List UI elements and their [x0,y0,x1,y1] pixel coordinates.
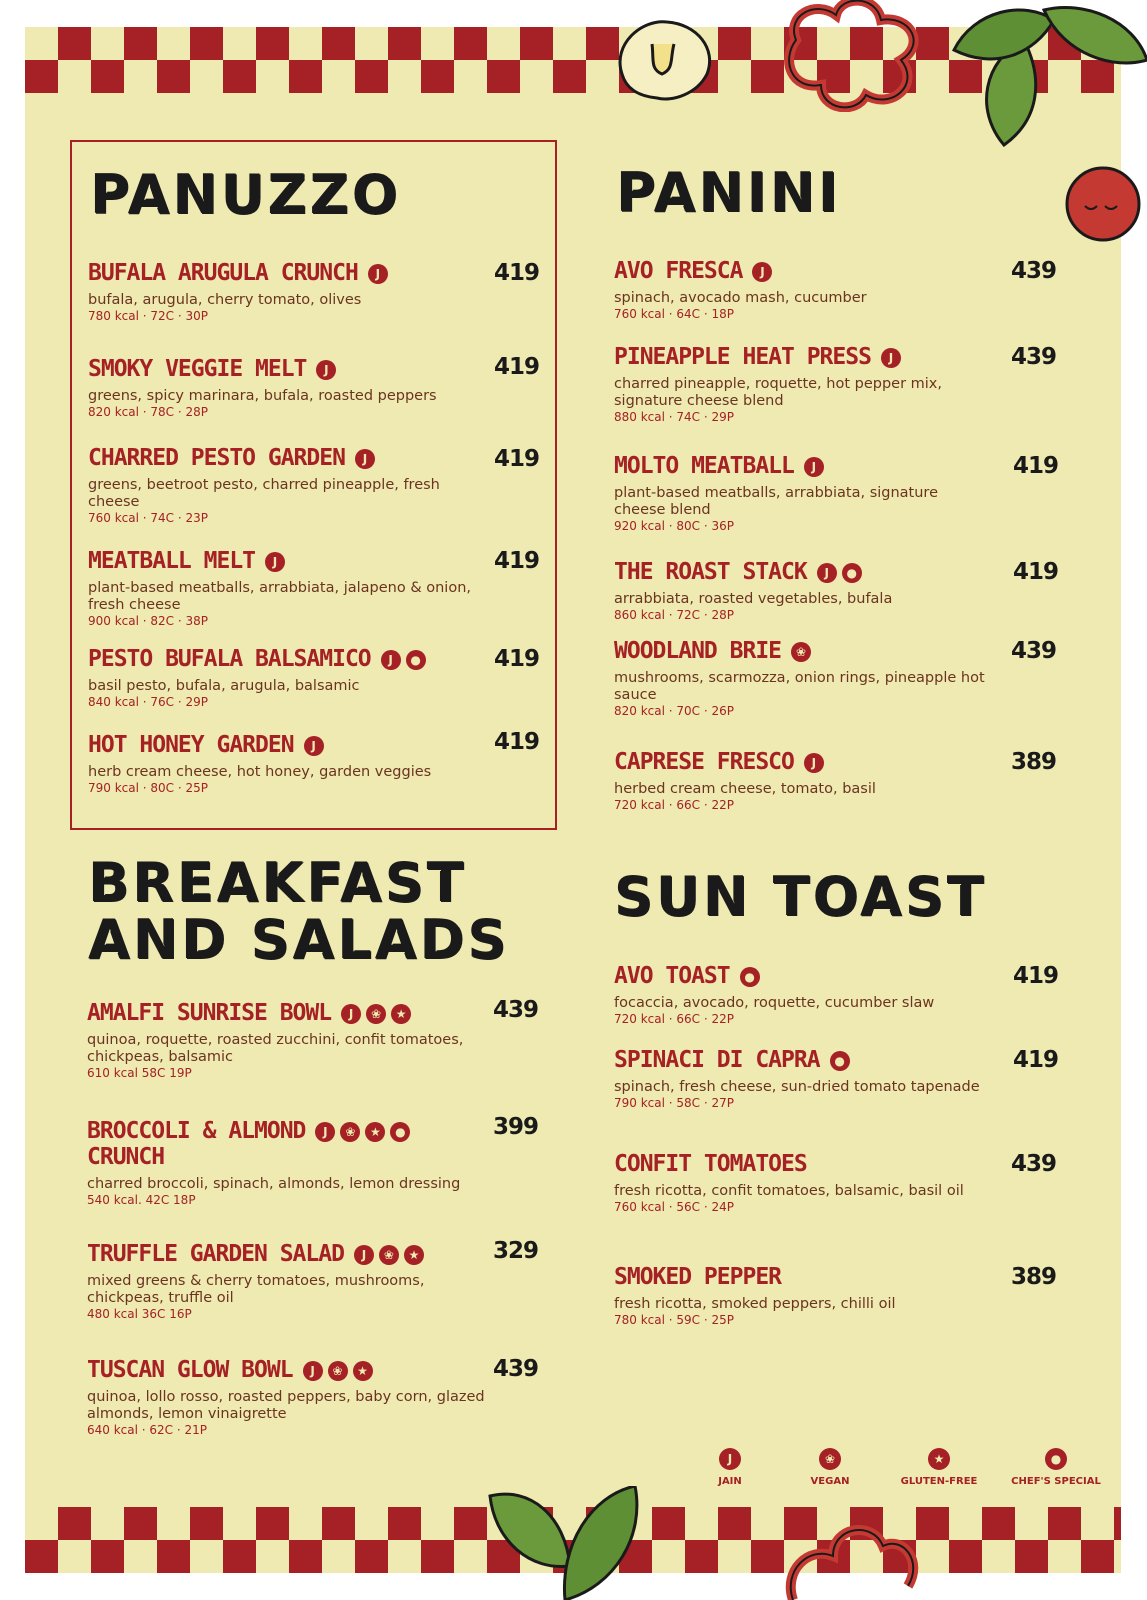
legend-jain [706,1448,754,1487]
menu-item [614,1151,994,1214]
jain-icon: J [355,449,375,469]
item-price: 439 [1011,638,1057,664]
item-price: 419 [1013,559,1059,585]
item-nutrition: 540 kcal. 42C 18P [87,1193,196,1207]
item-price: 439 [1011,258,1057,284]
item-name: MEATBALL MELT [88,548,256,574]
item-nutrition: 780 kcal · 59C · 25P [614,1313,734,1327]
jain-icon: J [817,563,837,583]
item-price: 389 [1011,749,1057,775]
item-name: CAPRESE FRESCO [614,749,794,775]
item-nutrition: 760 kcal · 74C · 23P [88,511,208,525]
menu-item [614,258,994,321]
pepper-ring-illustration [776,0,936,112]
jain-icon: J [303,1361,323,1381]
menu-item [88,732,478,795]
menu-item [614,1047,994,1110]
menu-item [88,548,478,628]
item-description: quinoa, roquette, roasted zucchini, confit tomatoes, chickpeas, balsamic [87,1032,464,1065]
item-description: focaccia, avocado, roquette, cucumber slaw [614,995,935,1011]
vegan-icon: ❀ [379,1245,399,1265]
tomato-illustration [1063,166,1147,242]
item-price: 419 [494,446,540,472]
mushroom-illustration [612,14,718,104]
menu-item [614,749,994,812]
vegan-icon: ❀ [819,1448,841,1470]
item-nutrition: 820 kcal · 70C · 26P [614,704,734,718]
item-description: spinach, fresh cheese, sun-dried tomato tapenade [614,1079,980,1095]
menu-item [87,1118,487,1207]
item-price: 389 [1011,1264,1057,1290]
vegan-icon: ❀ [340,1122,360,1142]
jain-icon: J [881,348,901,368]
item-nutrition: 640 kcal · 62C · 21P [87,1423,207,1437]
menu-item [88,646,478,709]
item-description: arrabbiata, roasted vegetables, bufala [614,591,893,607]
chefs-special-icon: ● [740,967,760,987]
item-description: fresh ricotta, confit tomatoes, balsamic, basil oil [614,1183,964,1199]
item-nutrition: 920 kcal · 80C · 36P [614,519,734,533]
chefs-special-icon: ● [1045,1448,1067,1470]
menu-item [88,356,478,419]
jain-icon: J [381,650,401,670]
item-nutrition: 610 kcal 58C 19P [87,1066,192,1080]
item-name: BROCCOLI & ALMOND [87,1118,306,1144]
menu-item [88,260,478,323]
item-name: MOLTO MEATBALL [614,453,794,479]
item-name: TUSCAN GLOW BOWL [87,1357,293,1383]
gluten-free-icon: ★ [928,1448,950,1470]
gluten-free-icon: ★ [365,1122,385,1142]
item-description: charred pineapple, roquette, hot pepper mix, signature cheese blend [614,376,942,409]
gluten-free-icon: ★ [391,1004,411,1024]
pepper-ring-illustration-bottom [778,1516,923,1600]
item-name: PESTO BUFALA BALSAMICO [88,646,371,672]
item-description: plant-based meatballs, arrabbiata, jalapeno & onion, fresh cheese [88,580,471,613]
item-description: mushrooms, scarmozza, onion rings, pineapple hot sauce [614,670,985,703]
item-description: greens, spicy marinara, bufala, roasted peppers [88,388,437,404]
item-price: 419 [494,260,540,286]
item-price: 439 [493,1356,539,1382]
item-price: 419 [494,729,540,755]
item-name-line2: CRUNCH [87,1144,165,1170]
item-price: 419 [494,646,540,672]
jain-icon: J [341,1004,361,1024]
item-description: mixed greens & cherry tomatoes, mushrooms, chickpeas, truffle oil [87,1273,425,1306]
item-nutrition: 900 kcal · 82C · 38P [88,614,208,628]
panuzzo-title: PANUZZO [91,164,402,227]
item-name: AVO TOAST [614,963,730,989]
jain-icon: J [304,736,324,756]
menu-item [87,1357,487,1437]
legend-label: JAIN [718,1476,742,1487]
jain-icon: J [804,753,824,773]
item-description: quinoa, lollo rosso, roasted peppers, baby corn, glazed almonds, lemon vinaigrette [87,1389,485,1422]
item-description: bufala, arugula, cherry tomato, olives [88,292,362,308]
menu-item [614,963,994,1026]
item-price: 439 [493,997,539,1023]
item-nutrition: 780 kcal · 72C · 30P [88,309,208,323]
item-description: charred broccoli, spinach, almonds, lemon dressing [87,1176,461,1192]
jain-icon: J [265,552,285,572]
item-nutrition: 760 kcal · 64C · 18P [614,307,734,321]
sun-toast-title: SUN TOAST [615,866,988,929]
chefs-special-icon: ● [406,650,426,670]
item-price: 329 [493,1238,539,1264]
legend-label: CHEF'S SPECIAL [1011,1476,1101,1487]
jain-icon: J [315,1122,335,1142]
item-name: PINEAPPLE HEAT PRESS [614,344,871,370]
breakfast-title-line1: BREAKFAST [89,852,468,915]
legend-label: GLUTEN-FREE [900,1476,978,1487]
legend-label: VEGAN [810,1476,850,1487]
item-nutrition: 720 kcal · 66C · 22P [614,1012,734,1026]
jain-icon: J [316,360,336,380]
legend-vegan [806,1448,854,1487]
jain-icon: J [752,262,772,282]
item-description: greens, beetroot pesto, charred pineapple, fresh cheese [88,477,440,510]
item-name: AVO FRESCA [614,258,743,284]
item-name: HOT HONEY GARDEN [88,732,294,758]
item-description: plant-based meatballs, arrabbiata, signature cheese blend [614,485,938,518]
menu-item [87,1000,487,1080]
jain-icon: J [804,457,824,477]
menu-item [614,559,994,622]
item-name: BUFALA ARUGULA CRUNCH [88,260,358,286]
item-nutrition: 720 kcal · 66C · 22P [614,798,734,812]
item-name: AMALFI SUNRISE BOWL [87,1000,332,1026]
vegan-icon: ❀ [791,642,811,662]
item-price: 419 [1013,1047,1059,1073]
item-name: SPINACI DI CAPRA [614,1047,820,1073]
menu-item [614,453,994,533]
panini-title: PANINI [617,162,842,225]
breakfast-title-line2: AND SALADS [89,908,511,972]
jain-icon: J [719,1448,741,1470]
item-price: 419 [494,354,540,380]
item-name: WOODLAND BRIE [614,638,782,664]
menu-item [614,1264,994,1327]
item-price: 419 [1013,453,1059,479]
item-name: THE ROAST STACK [614,559,807,585]
menu-item [614,344,994,424]
item-name: SMOKED PEPPER [614,1264,782,1290]
vegan-icon: ❀ [328,1361,348,1381]
item-nutrition: 820 kcal · 78C · 28P [88,405,208,419]
item-price: 439 [1011,344,1057,370]
item-nutrition: 760 kcal · 56C · 24P [614,1200,734,1214]
vegan-icon: ❀ [366,1004,386,1024]
item-price: 419 [494,548,540,574]
item-nutrition: 790 kcal · 80C · 25P [88,781,208,795]
item-nutrition: 860 kcal · 72C · 28P [614,608,734,622]
gluten-free-icon: ★ [353,1361,373,1381]
chefs-special-icon: ● [842,563,862,583]
item-name: CHARRED PESTO GARDEN [88,445,345,471]
item-name: CONFIT TOMATOES [614,1151,807,1177]
item-description: herb cream cheese, hot honey, garden veggies [88,764,432,780]
basil-leaves-illustration-top [944,0,1147,150]
item-nutrition: 790 kcal · 58C · 27P [614,1096,734,1110]
item-description: herbed cream cheese, tomato, basil [614,781,876,797]
gluten-free-icon: ★ [404,1245,424,1265]
item-price: 439 [1011,1151,1057,1177]
item-nutrition: 880 kcal · 74C · 29P [614,410,734,424]
item-nutrition: 480 kcal 36C 16P [87,1307,192,1321]
menu-item [88,445,478,525]
breakfast-salads-title [89,852,511,972]
jain-icon: J [368,264,388,284]
item-name: TRUFFLE GARDEN SALAD [87,1241,344,1267]
menu-item [87,1241,487,1321]
item-price: 419 [1013,963,1059,989]
chefs-special-icon: ● [830,1051,850,1071]
item-name: SMOKY VEGGIE MELT [88,356,307,382]
item-nutrition: 840 kcal · 76C · 29P [88,695,208,709]
item-description: fresh ricotta, smoked peppers, chilli oil [614,1296,896,1312]
legend-gluten-free [900,1448,978,1487]
legend-chefs-special [1010,1448,1102,1487]
item-description: spinach, avocado mash, cucumber [614,290,867,306]
chefs-special-icon: ● [390,1122,410,1142]
menu-item [614,638,994,718]
basil-leaves-illustration-bottom [470,1486,645,1600]
item-description: basil pesto, bufala, arugula, balsamic [88,678,360,694]
jain-icon: J [354,1245,374,1265]
item-price: 399 [493,1114,539,1140]
